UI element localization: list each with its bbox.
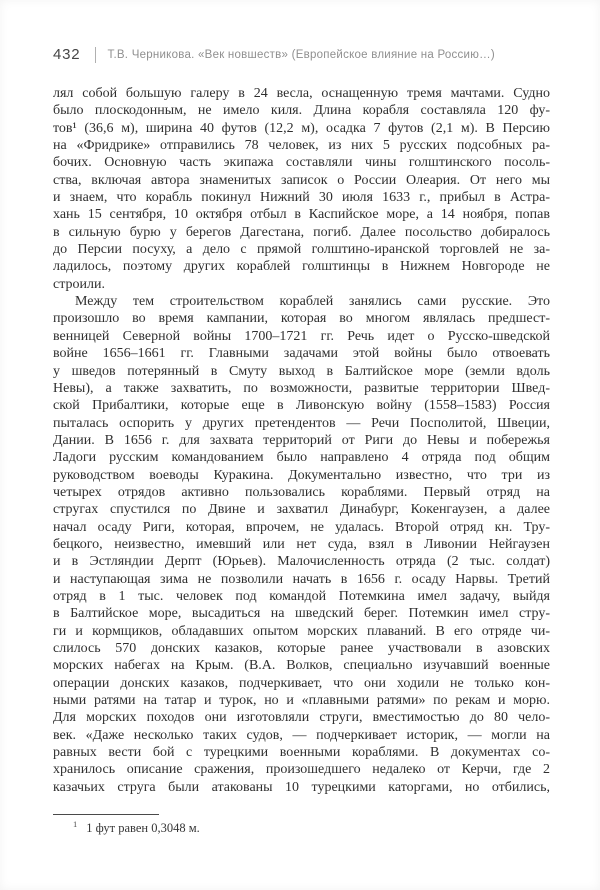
page-header bbox=[53, 46, 550, 63]
body-line: Ладоги русским командованием было направлено 4 отряда под общим bbox=[53, 450, 550, 466]
body-line: четырех отрядов активно пользовались кораблями. Первый отряд на bbox=[53, 484, 550, 500]
body-line: и знаем, что корабль покинул Нижний 30 июля 1633 г., прибыл в Астра- bbox=[53, 190, 550, 206]
body-line: Для морских походов они изготовляли струги, вместимостью до 80 чело- bbox=[53, 710, 550, 726]
body-line: равных вести бой с турецкими военными кораблями. В документах со- bbox=[53, 745, 550, 761]
body-line: войне 1656–1661 гг. Главными задачами этой войны было отвоевать bbox=[53, 346, 550, 362]
body-text bbox=[53, 85, 550, 796]
body-line: стругах спустился по Двине и захватил Динабург, Кокенгаузен, а далее bbox=[53, 502, 550, 518]
body-line: пыталась оспорить у других претендентов — Речи Посполитой, Швеции, bbox=[53, 415, 550, 431]
body-line: в Балтийское море, высадиться на шведский берег. Потемкин имел стру- bbox=[53, 606, 550, 622]
body-line: отряд в 1 тыс. человек под командой Потемкина имел задачу, выйдя bbox=[53, 588, 550, 604]
body-line: Между тем строительством кораблей занялись сами русские. Это bbox=[75, 294, 550, 310]
body-line: строили. bbox=[53, 276, 105, 292]
body-line: хань 15 сентября, 10 октября отбыл в Каспийское море, а 14 ноября, попав bbox=[53, 207, 550, 223]
body-line: хранилось описание сражения, произошедшего недалеко от Керчи, где 2 bbox=[53, 762, 550, 778]
body-line: венницей Северной войны 1700–1721 гг. Речь идет о Русско-шведской bbox=[53, 328, 550, 344]
body-line: и в Эстляндии Дерпт (Юрьев). Малочисленность отряда (2 тыс. солдат) bbox=[53, 554, 550, 570]
body-line: операции донских казаков, подчеркивает, что они ходили не только кон- bbox=[53, 675, 550, 691]
body-line: ги и кормщиков, обладавших опытом морских плаваний. В его отряде чи- bbox=[53, 623, 550, 639]
footnote-text: 1 фут равен 0,3048 м. bbox=[86, 821, 200, 835]
body-line: ладилось, поэтому других кораблей голштинцы в Нижнем Новгороде не bbox=[53, 259, 550, 275]
body-line: бецкого, неизвестно, имевший или нет суда, взял в Ливонии Нейгаузен bbox=[53, 536, 550, 552]
body-line: морских набегах на Крым. (В.А. Волков, специально изучавший военные bbox=[53, 658, 550, 674]
body-line: руководством воеводы Куракина. Документально известно, что три из bbox=[53, 467, 550, 483]
running-title: Т.В. Черникова. «Век новшеств» (Европейское влияние на Россию…) bbox=[107, 48, 495, 61]
body-line: ской Прибалтики, которые еще в Ливонскую войну (1558–1583) Россия bbox=[53, 398, 550, 414]
body-line: начал осаду Риги, которая, впрочем, не удалась. Второй отряд кн. Тру- bbox=[53, 519, 550, 535]
footnote-marker: 1 bbox=[73, 818, 78, 829]
body-line: казачьих струга были атакованы 10 турецкими каторгами, но отбились, bbox=[53, 779, 550, 795]
body-line: и наступающая зима не позволили начать в 1656 г. осаду Нарвы. Третий bbox=[53, 571, 550, 587]
footnote bbox=[53, 818, 550, 836]
body-line: слилось 570 донских казаков, которые ранее участвовали в азовских bbox=[53, 641, 550, 656]
body-line: до Персии посуху, а дело с прямой голштино-иранской торговлей не за- bbox=[53, 242, 550, 258]
body-line: в сильную бурю у берегов Дагестана, погиб. Далее посольство добиралось bbox=[53, 224, 550, 240]
body-line: Невы), а также захватить, по возможности, развитые территории Швед- bbox=[53, 380, 550, 396]
page-number: 432 bbox=[53, 46, 81, 63]
header-divider bbox=[95, 47, 96, 63]
body-line: лял собой большую галеру в 24 весла, оснащенную тремя мачтами. Судно bbox=[53, 86, 550, 101]
body-line: век. «Даже несколько таких судов, — подчеркивает историк, — могли на bbox=[53, 727, 550, 743]
body-line: произошло во время кампании, которая во многом являлась предшест- bbox=[53, 311, 550, 327]
body-line: ными ратями на татар и турок, но и «плавными ратями» по рекам и морю. bbox=[53, 693, 550, 709]
body-line: у шведов потерянный в Смуту выход в Балтийское море (земли вдоль bbox=[53, 363, 550, 379]
footnote-rule bbox=[53, 814, 159, 815]
body-line: Дании. В 1656 г. для захвата территорий от Риги до Невы и побережья bbox=[53, 432, 550, 448]
body-line: было плоскодонным, не имело киля. Длина корабля составляла 120 фу- bbox=[53, 103, 550, 119]
body-line: ства, включая автора знаменитых записок о России Олеария. От него мы bbox=[53, 172, 550, 188]
body-line: тов¹ (36,6 м), ширина 40 футов (12,2 м), осадка 7 футов (2,1 м). В Персию bbox=[53, 120, 550, 136]
footnote-area bbox=[53, 814, 550, 836]
body-line: на «Фридрике» отправились 78 человек, из них 5 русских подсобных ра- bbox=[53, 138, 550, 154]
body-line: бочих. Основную часть экипажа составляли чины голштинского посоль- bbox=[53, 155, 550, 171]
